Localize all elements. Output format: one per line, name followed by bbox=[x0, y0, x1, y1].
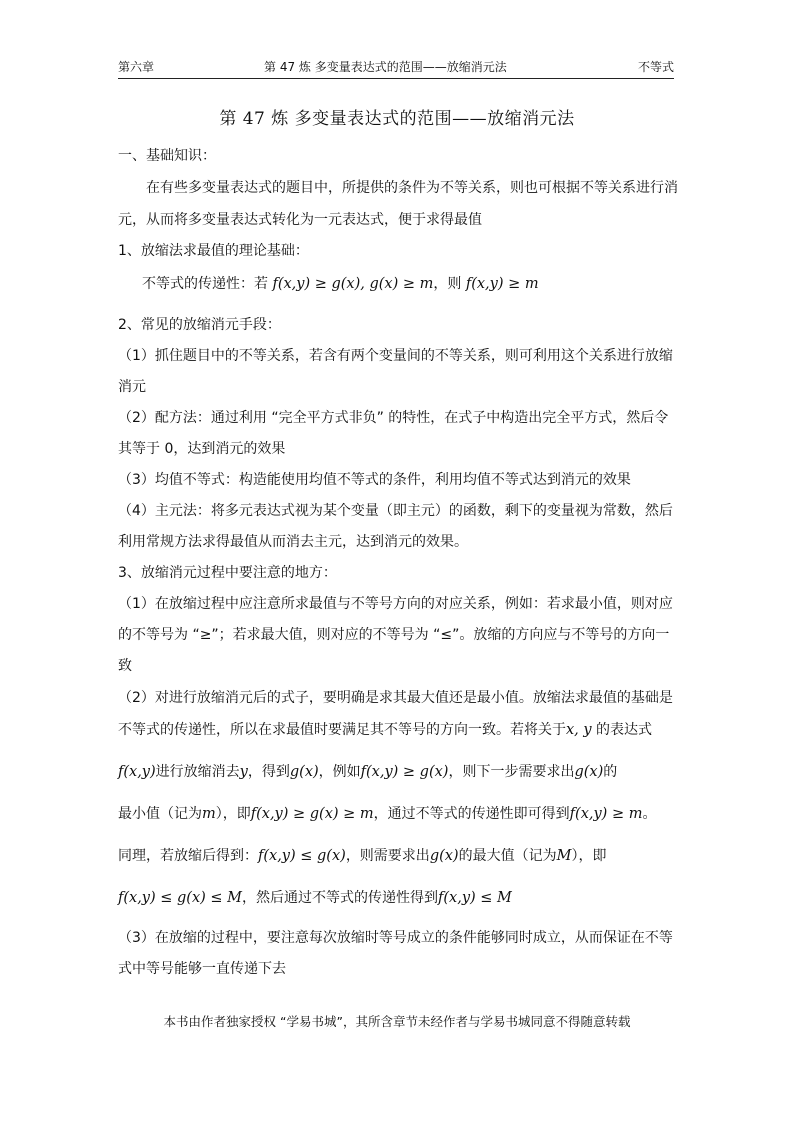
page-footer: 本书由作者独家授权 “学易书城”，其所含章节未经作者与学易书城同意不得随意转载 bbox=[163, 1014, 631, 1029]
formula: g(x) bbox=[289, 764, 319, 780]
formula: f(x,y) ≥ m bbox=[465, 276, 539, 292]
text-fragment: 的表达式 bbox=[591, 722, 653, 738]
formula: f(x,y) ≥ g(x) bbox=[360, 764, 449, 780]
method-item-line: （2）配方法：通过利用 “完全平方式非负” 的特性，在式子中构造出完全平方式，然后令 bbox=[118, 410, 669, 426]
method-item-line: 消元 bbox=[118, 379, 146, 395]
header-chapter: 第六章 bbox=[118, 60, 155, 74]
note-item-line: 致 bbox=[118, 658, 132, 674]
intro-paragraph-line: 在有些多变量表达式的题目中，所提供的条件为不等关系，则也可根据不等关系进行消 bbox=[146, 180, 678, 196]
formula: f(x,y) ≤ g(x) ≤ M bbox=[118, 890, 243, 906]
text-fragment: ，则需要求出 bbox=[345, 848, 430, 864]
formula: m bbox=[202, 806, 216, 822]
text-fragment: ，则 bbox=[433, 276, 466, 292]
page-title: 第 47 炼 多变量表达式的范围——放缩消元法 bbox=[219, 109, 575, 129]
text-fragment: ，通过不等式的传递性即可得到 bbox=[373, 806, 570, 822]
header-lesson: 第 47 炼 多变量表达式的范围——放缩消元法 bbox=[264, 60, 507, 74]
note-item-line: 式中等号能够一直传递下去 bbox=[118, 961, 286, 977]
note-item-line bbox=[118, 719, 652, 739]
subsection-heading-notes: 3、放缩消元过程中要注意的地方： bbox=[118, 565, 337, 581]
text-fragment: 的 bbox=[603, 764, 618, 780]
intro-paragraph-line: 元，从而将多变量表达式转化为一元表达式，便于求得最值 bbox=[118, 212, 482, 228]
method-item-line: （3）均值不等式：构造能使用均值不等式的条件，利用均值不等式达到消元的效果 bbox=[118, 472, 631, 488]
formula: f(x,y) ≤ M bbox=[438, 890, 512, 906]
text-fragment: 。 bbox=[642, 806, 657, 822]
note-item-line: （2）对进行放缩消元后的式子，要明确是求其最大值还是最小值。放缩法求最值的基础是 bbox=[118, 690, 673, 706]
formula: f(x,y) ≥ g(x) ≥ m bbox=[250, 806, 374, 822]
text-fragment: 最小值（记为 bbox=[118, 806, 202, 822]
subsection-heading-methods: 2、常见的放缩消元手段： bbox=[118, 317, 281, 333]
formula: f(x,y) ≥ m bbox=[569, 806, 643, 822]
method-item-line: 利用常规方法求得最值从而消去主元，达到消元的效果。 bbox=[118, 534, 468, 550]
formula: g(x) bbox=[574, 764, 604, 780]
method-item-line: （4）主元法：将多元表达式视为某个变量（即主元）的函数，剩下的变量视为常数，然后 bbox=[118, 503, 673, 519]
header-subject: 不等式 bbox=[637, 60, 674, 74]
method-item-line: （1）抓住题目中的不等关系，若含有两个变量间的不等关系，则可利用这个关系进行放缩 bbox=[118, 348, 673, 364]
text-fragment: 进行放缩消去 bbox=[155, 764, 240, 780]
text-fragment: 的最大值（记为 bbox=[458, 848, 557, 864]
text-fragment: ），即 bbox=[215, 806, 251, 822]
text-fragment: 不等式的传递性：若 bbox=[142, 276, 273, 292]
text-fragment: 不等式的传递性，所以在求最值时要满足其不等号的方向一致。若将关于 bbox=[118, 722, 566, 738]
text-fragment: ），即 bbox=[571, 848, 607, 864]
text-fragment: ，则下一步需要求出 bbox=[448, 764, 575, 780]
text-fragment: ，然后通过不等式的传递性得到 bbox=[242, 890, 439, 906]
formula: M bbox=[556, 848, 572, 864]
formula: g(x) bbox=[429, 848, 459, 864]
formula: f(x,y) ≤ g(x) bbox=[258, 848, 346, 864]
note-item-line bbox=[118, 761, 617, 781]
note-item-line: 的不等号为 “≥”；若求最大值，则对应的不等号为 “≤”。放缩的方向应与不等号的方向一 bbox=[118, 627, 670, 643]
formula: f(x,y) ≥ g(x), g(x) ≥ m bbox=[272, 276, 434, 292]
formula: y bbox=[239, 764, 248, 780]
note-item-line: （1）在放缩过程中应注意所求最值与不等号方向的对应关系，例如：若求最小值，则对应 bbox=[118, 596, 673, 612]
subsection-heading-theory: 1、放缩法求最值的理论基础： bbox=[118, 243, 309, 259]
transitivity-statement bbox=[142, 273, 539, 293]
text-fragment: ，例如 bbox=[318, 764, 361, 780]
note-item-line bbox=[118, 845, 606, 865]
method-item-line: 其等于 0，达到消元的效果 bbox=[118, 441, 286, 457]
text-fragment: 同理，若放缩后得到： bbox=[118, 848, 258, 864]
formula: f(x,y) bbox=[118, 764, 156, 780]
page-header bbox=[118, 56, 674, 79]
note-item-line bbox=[118, 887, 512, 907]
note-item-line: （3）在放缩的过程中，要注意每次放缩时等号成立的条件能够同时成立，从而保证在不等 bbox=[118, 930, 673, 946]
formula: x, y bbox=[566, 722, 592, 738]
text-fragment: ，得到 bbox=[247, 764, 290, 780]
section-heading-basics: 一、基础知识： bbox=[118, 148, 216, 164]
note-item-line bbox=[118, 803, 656, 823]
